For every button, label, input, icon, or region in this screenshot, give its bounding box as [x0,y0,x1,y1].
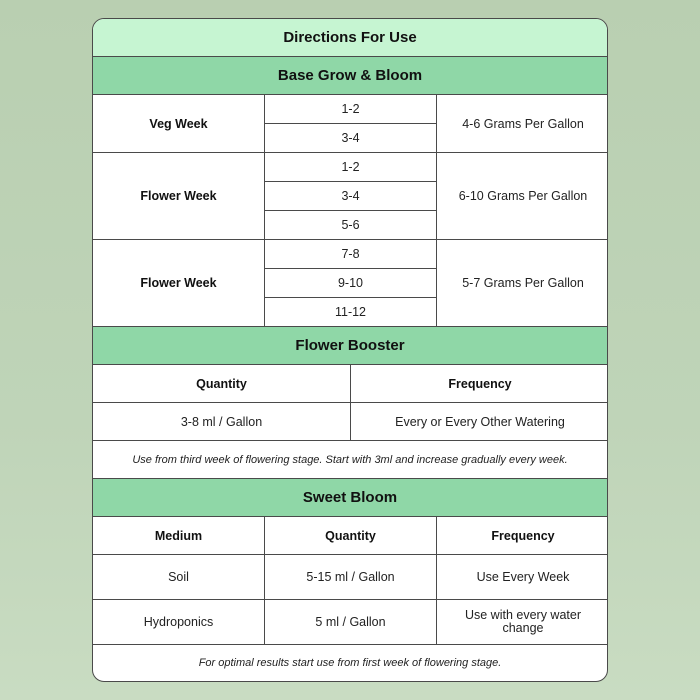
booster-header-quantity: Quantity [93,365,351,403]
sweet-header-quantity: Quantity [265,517,437,555]
base-group-label: Veg Week [93,95,265,153]
booster-quantity: 3-8 ml / Gallon [93,403,351,441]
booster-note: Use from third week of flowering stage. Start with 3ml and increase gradually every week. [93,441,607,479]
sweet-quantity: 5-15 ml / Gallon [265,555,437,600]
booster-frequency: Every or Every Other Watering [351,403,608,441]
base-group-dose: 5-7 Grams Per Gallon [437,240,608,327]
base-group-label: Flower Week [93,240,265,327]
sweet-medium: Hydroponics [93,600,265,645]
sweet-quantity: 5 ml / Gallon [265,600,437,645]
sweet-note: For optimal results start use from first week of flowering stage. [198,657,502,669]
flower-booster-header: Flower Booster [93,327,607,365]
directions-card [92,18,608,682]
week-range: 3-4 [265,124,437,153]
week-range: 1-2 [265,95,437,124]
sweet-header-medium: Medium [93,517,265,555]
booster-header-frequency: Frequency [351,365,608,403]
sweet-bloom-header: Sweet Bloom [93,479,607,517]
base-group-dose: 4-6 Grams Per Gallon [437,95,608,153]
week-range: 7-8 [265,240,437,269]
sweet-frequency: Use Every Week [437,555,608,600]
base-grow-bloom-header: Base Grow & Bloom [93,57,607,95]
week-range: 3-4 [265,182,437,211]
directions-title: Directions For Use [93,19,607,57]
sweet-medium: Soil [93,555,265,600]
sweet-frequency: Use with every water change [437,600,608,645]
week-range: 5-6 [265,211,437,240]
sweet-header-frequency: Frequency [437,517,608,555]
base-group-label: Flower Week [93,153,265,240]
base-group-dose: 6-10 Grams Per Gallon [437,153,608,240]
week-range: 11-12 [265,298,437,327]
week-range: 9-10 [265,269,437,298]
week-range: 1-2 [265,153,437,182]
